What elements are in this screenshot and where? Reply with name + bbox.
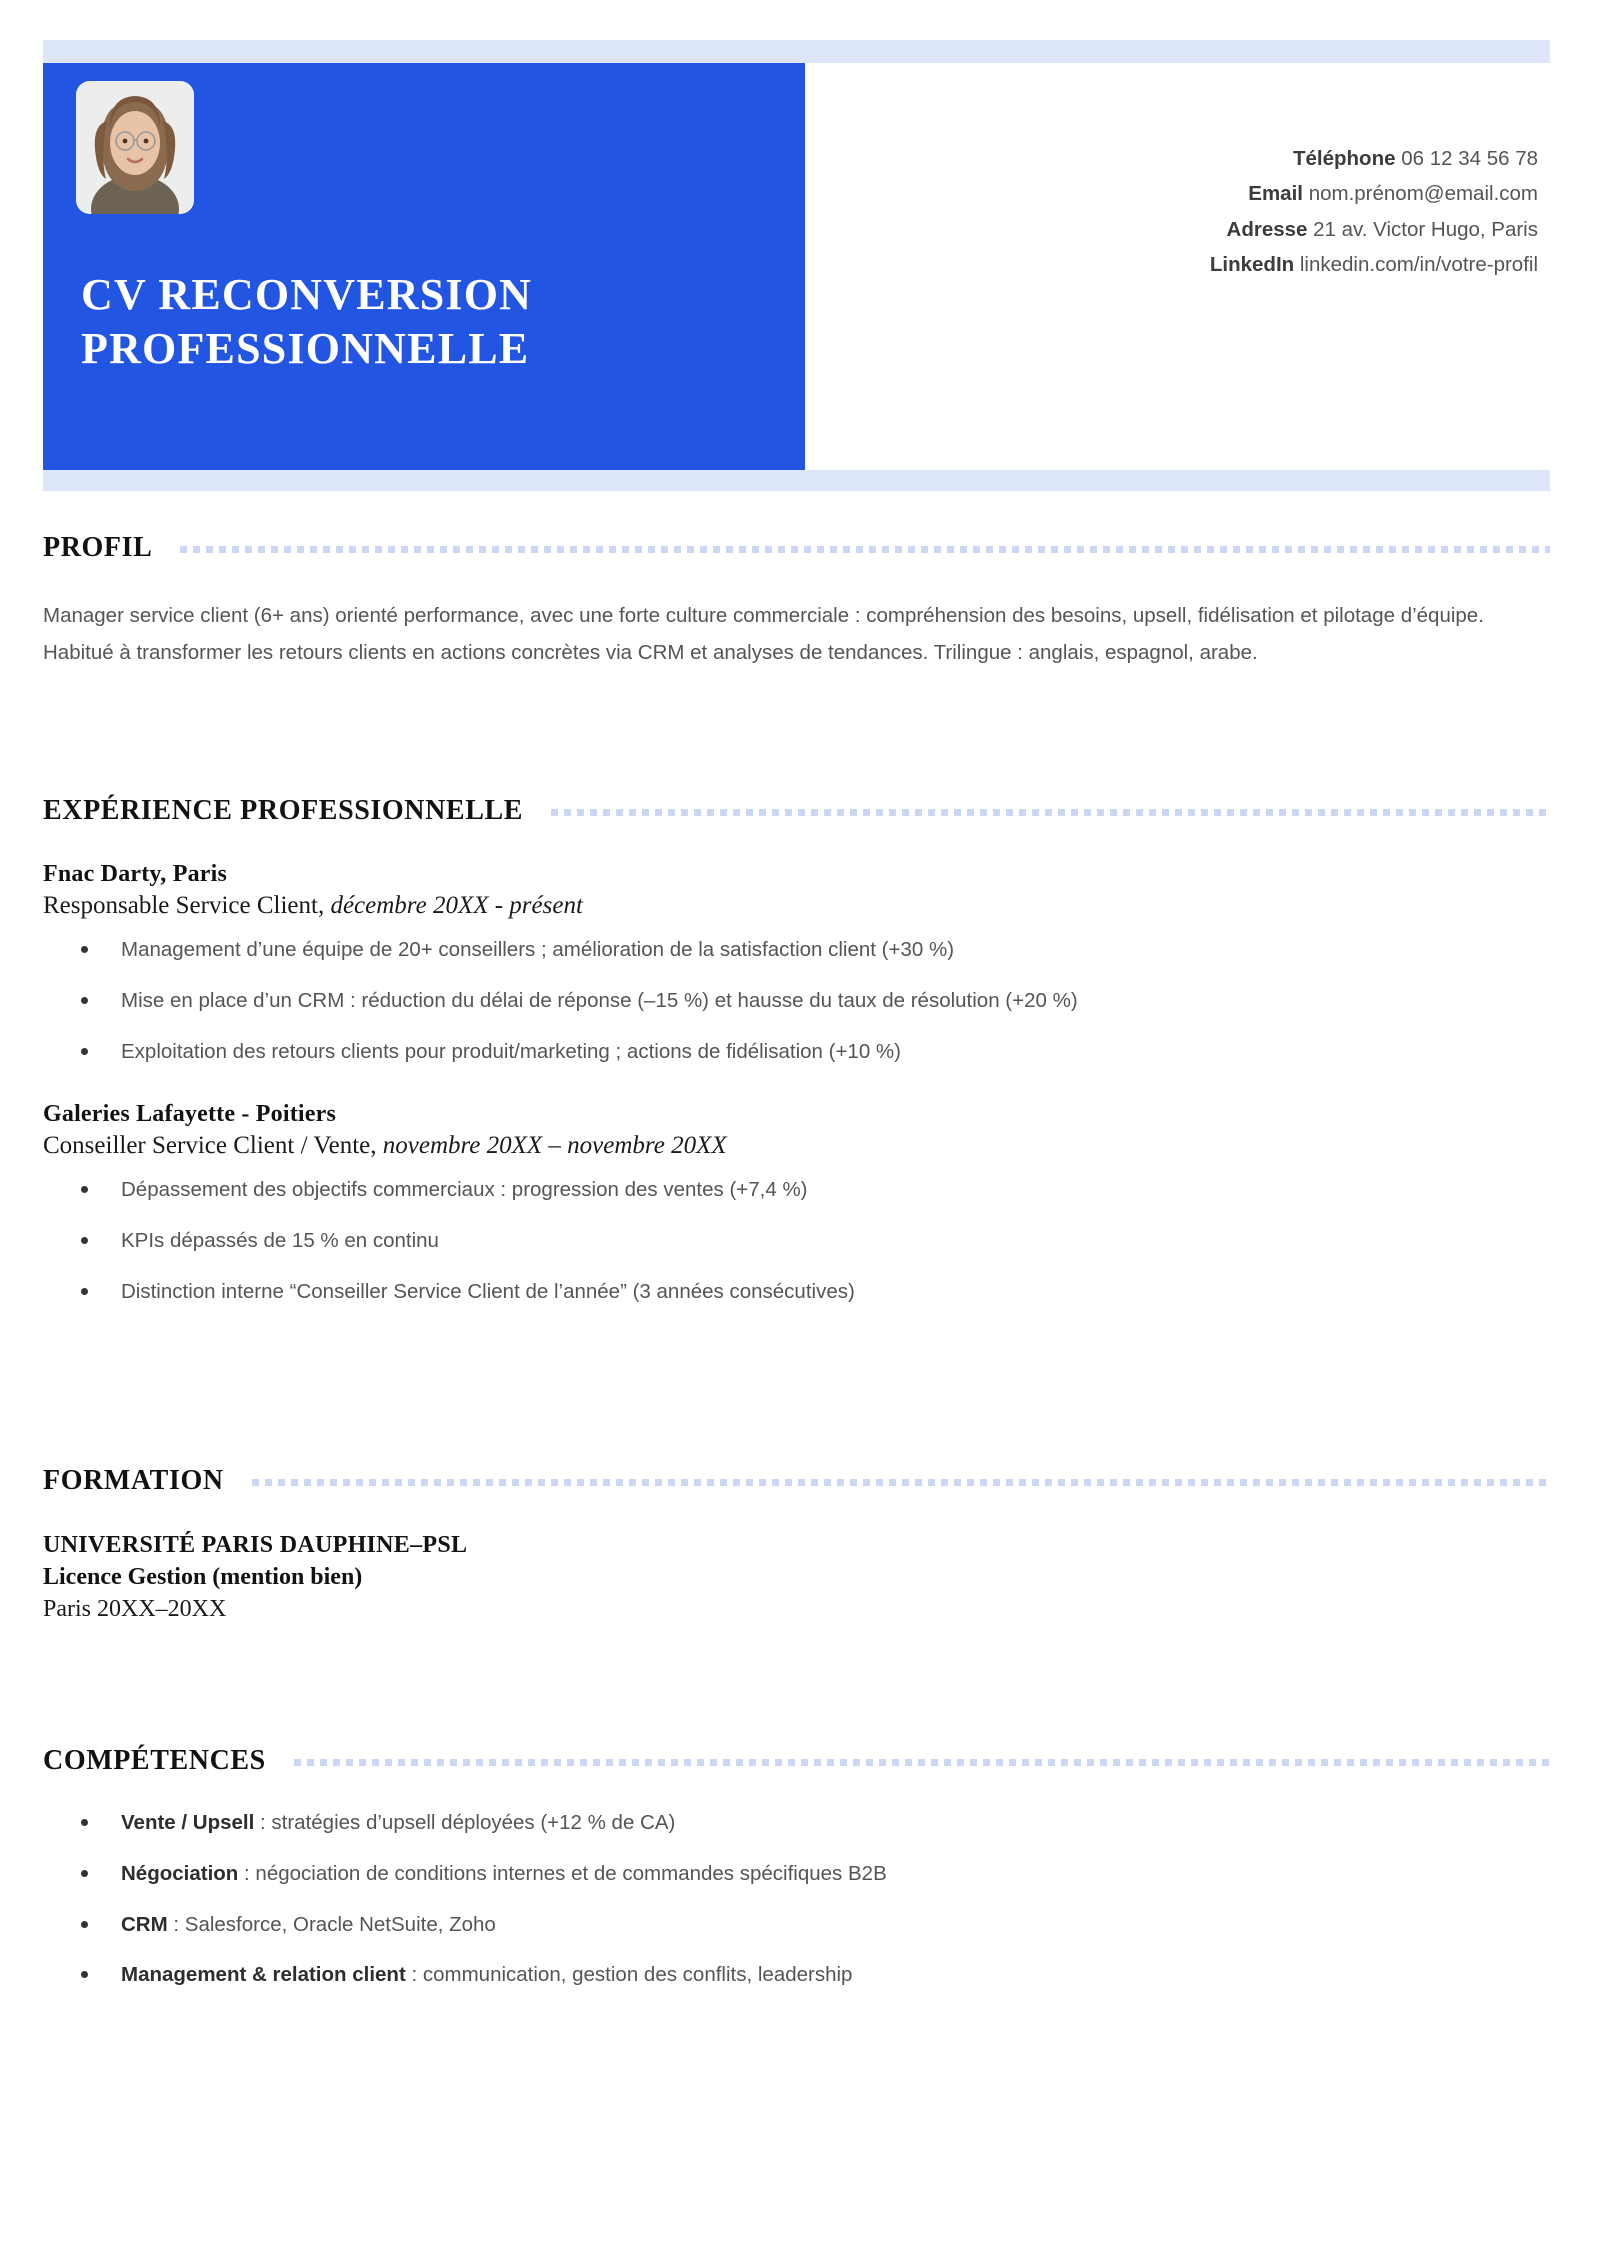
section-divider-dots [180,546,1550,553]
education-degree: Licence Gestion (mention bien) [43,1564,363,1590]
header-body [43,63,1550,470]
contact-value-telephone: 06 12 34 56 78 [1401,147,1538,170]
contact-block [898,141,1538,282]
job-role [43,1132,1550,1160]
job-dates: décembre 20XX - présent [330,892,583,919]
contact-value-linkedin[interactable]: linkedin.com/in/votre-profil [1299,252,1538,276]
resume-header [43,40,1550,491]
job-dates: novembre 20XX – novembre 20XX [382,1132,727,1160]
section-profil [43,532,1550,672]
list-item [43,1959,1550,1991]
contact-row-adresse [898,212,1538,247]
profil-text: Manager service client (6+ ans) orienté performance, avec une forte culture commerciale : compréhension des besoins, upsell, fidélisation et pilotage d’équipe. Habitué à transformer les retours clients en actions concrètes via CRM et analyses de tendances. Trilingue : anglais, espagnol, arabe. [43,604,1484,665]
contact-label-email: Email [1248,182,1303,206]
list-item: Exploitation des retours clients pour produit/marketing ; actions de fidélisation (+10 %) [43,1036,1550,1068]
section-experience [43,795,1550,1327]
list-item: KPIs dépassés de 15 % en continu [43,1225,1550,1257]
section-title-experience: EXPÉRIENCE PROFESSIONNELLE [43,795,524,826]
list-item: Management d’une équipe de 20+ conseillers ; amélioration de la satisfaction client (+30 %) [43,934,1550,966]
contact-row-email [898,176,1538,211]
skill-detail: : stratégies d’upsell déployées (+12 % de CA) [254,1811,676,1834]
skill-detail: : Salesforce, Oracle NetSuite, Zoho [167,1912,496,1936]
section-header-formation [43,1465,1550,1497]
header-bottom-band [43,470,1550,491]
job-bullets [43,1174,1550,1307]
list-item: Mise en place d’un CRM : réduction du délai de réponse (–15 %) et hausse du taux de résolution (+20 %) [43,985,1550,1017]
job-role-title: Responsable Service Client, [43,892,331,919]
contact-value-email[interactable]: nom.prénom@email.com [1308,182,1538,206]
education-item [43,1532,1550,1623]
contact-row-linkedin [898,247,1538,282]
contact-label-adresse: Adresse [1226,217,1308,241]
header-top-band [43,40,1550,63]
experience-item [43,1101,1550,1307]
list-item [43,1858,1550,1890]
contact-value-adresse: 21 av. Victor Hugo, Paris [1313,217,1538,241]
skill-name: CRM [121,1912,168,1936]
section-header-experience [43,795,1550,827]
job-role-title: Conseiller Service Client / Vente, [43,1132,383,1160]
section-title-competences: COMPÉTENCES [43,1745,266,1776]
skill-name: Négociation [121,1861,239,1885]
skill-detail: : négociation de conditions internes et de commandes spécifiques B2B [238,1861,887,1885]
list-item: Distinction interne “Conseiller Service Client de l’année” (3 années consécutives) [43,1276,1550,1308]
list-item [43,1909,1550,1941]
section-title-profil: PROFIL [43,532,153,563]
job-company: Fnac Darty, Paris [43,861,228,887]
section-header-competences [43,1745,1550,1777]
section-competences [43,1745,1550,2010]
contact-label-telephone: Téléphone [1292,147,1396,170]
job-role [43,892,1550,920]
education-school: UNIVERSITÉ PARIS DAUPHINE–PSL [43,1532,468,1558]
section-divider-dots [294,1759,1550,1766]
skill-name: Management & relation client [121,1963,406,1987]
skill-detail: : communication, gestion des conflits, leadership [405,1963,853,1987]
list-item [43,1807,1550,1839]
skill-name: Vente / Upsell [121,1811,255,1834]
education-location-years: Paris 20XX–20XX [43,1596,227,1622]
section-divider-dots [551,809,1550,816]
contact-label-linkedin: LinkedIn [1209,252,1295,276]
job-company: Galeries Lafayette - Poitiers [43,1101,337,1128]
section-title-formation: FORMATION [43,1465,224,1496]
avatar [76,81,194,214]
skills-list [43,1807,1550,1991]
contact-row-telephone [898,141,1538,176]
section-formation [43,1465,1550,1623]
section-divider-dots [252,1479,1550,1486]
list-item: Dépassement des objectifs commerciaux : progression des ventes (+7,4 %) [43,1174,1550,1206]
section-header-profil [43,532,1550,564]
experience-item [43,861,1550,1067]
job-bullets [43,934,1550,1067]
page-title: CV RECONVERSION PROFESSIONNELLE [81,270,533,373]
